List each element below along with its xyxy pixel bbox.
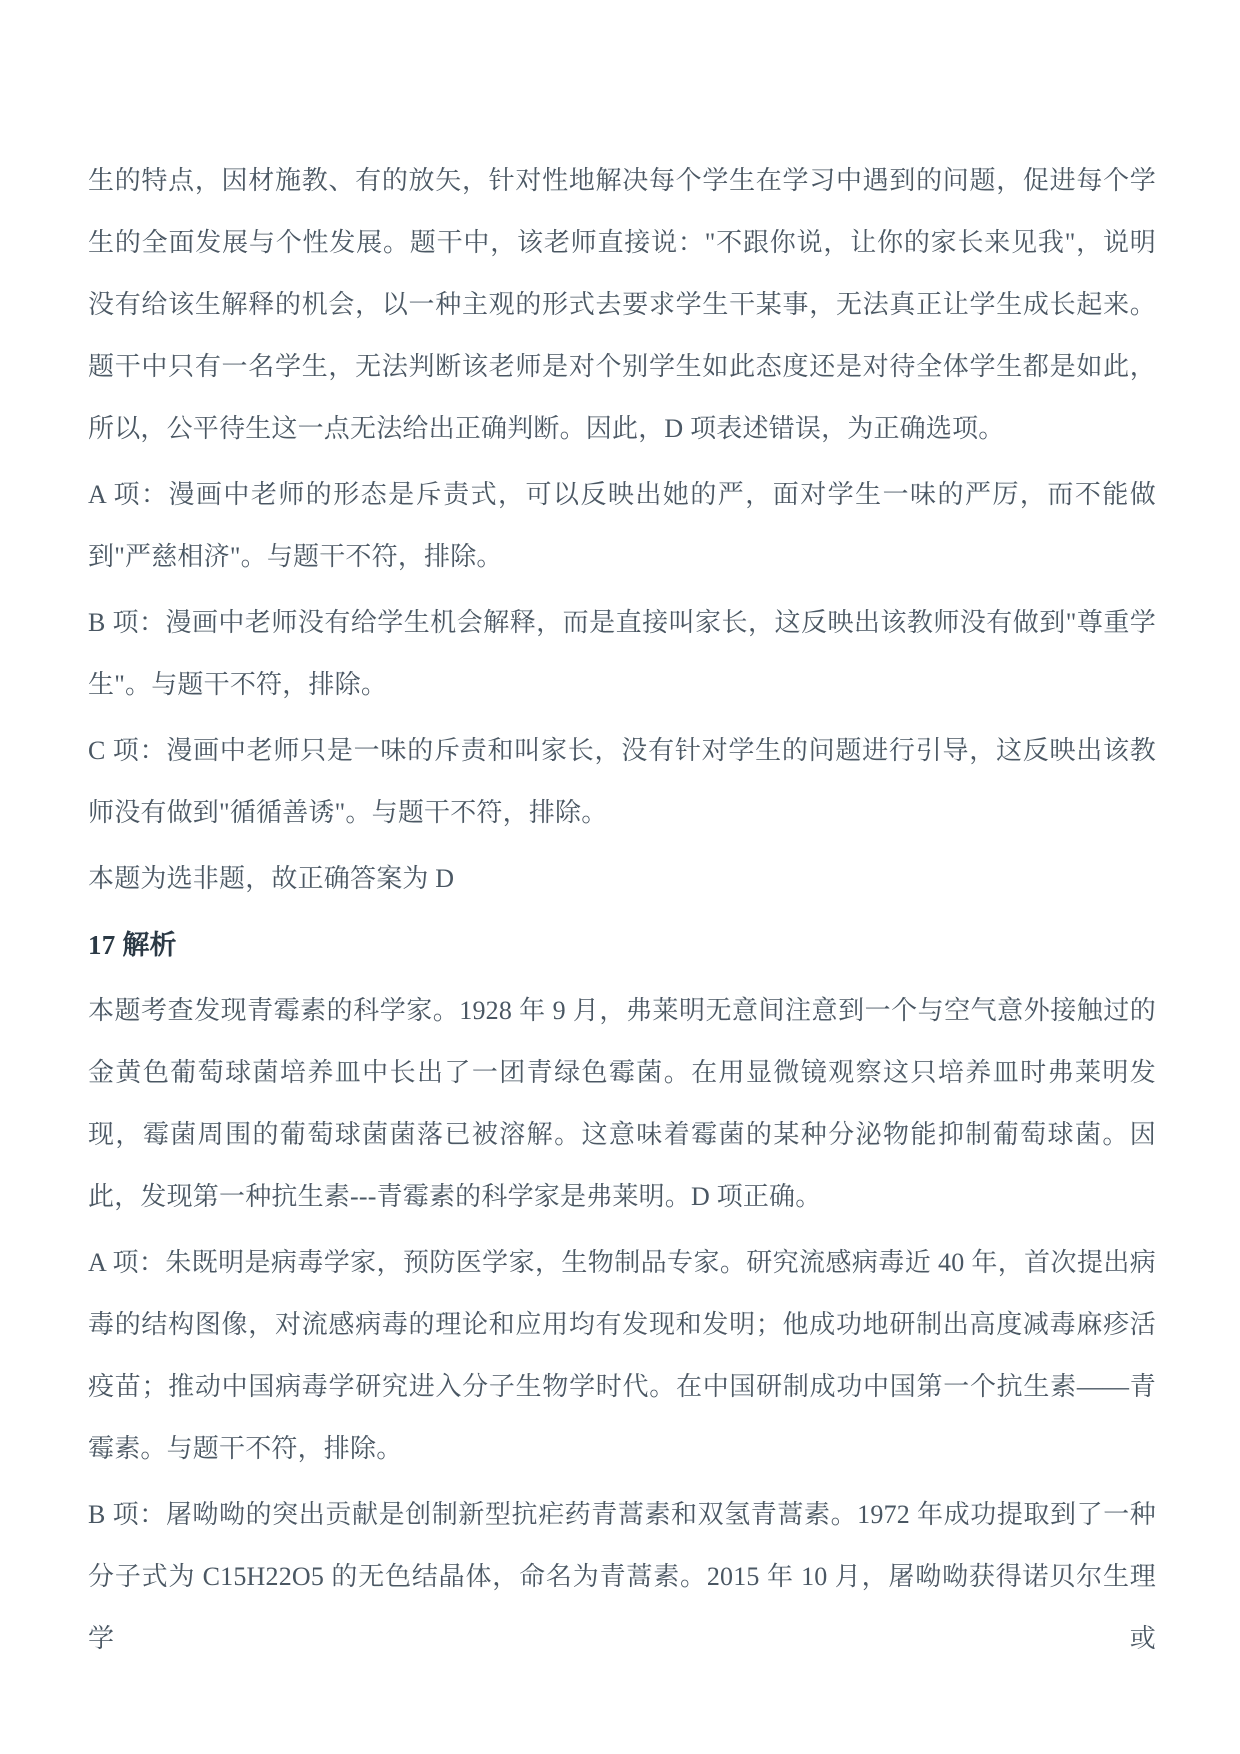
q16-analysis-continued-paragraph: 生的特点，因材施教、有的放矢，针对性地解决每个学生在学习中遇到的问题，促进每个学生的全面发展与个性发展。题干中，该老师直接说："不跟你说，让你的家长来见我"，说明没有给该生解释的机会，以一种主观的形式去要求学生干某事，无法真正让学生成长起来。题干中只有一名学生，无法判断该老师是对个别学生如此态度还是对待全体学生都是如此，所以，公平待生这一点无法给出正确判断。因此，D 项表述错误，为正确选项。 (88, 166, 1156, 443)
q17-analysis-paragraph: 本题考查发现青霉素的科学家。1928 年 9 月，弗莱明无意间注意到一个与空气意外接触过的金黄色葡萄球菌培养皿中长出了一团青绿色霉菌。在用显微镜观察这只培养皿时弗莱明发现，霉菌周围的葡萄球菌菌落已被溶解。这意味着霉菌的某种分泌物能抑制葡萄球菌。因此，发现第一种抗生素---青霉素的科学家是弗莱明。D 项正确。 (88, 996, 1156, 1211)
q17-option-b-analysis: B 项：屠呦呦的突出贡献是创制新型抗疟药青蒿素和双氢青蒿素。1972 年成功提取到了一种分子式为 C15H22O5 的无色结晶体，命名为青蒿素。2015 年 10 月，屠呦呦获得诺贝尔生理学或 (88, 1500, 1156, 1653)
q17-option-a-analysis: A 项：朱既明是病毒学家，预防医学家，生物制品专家。研究流感病毒近 40 年，首次提出病毒的结构图像，对流感病毒的理论和应用均有发现和发明；他成功地研制出高度减毒麻疹活疫苗；推动中国病毒学研究进入分子生物学时代。在中国研制成功中国第一个抗生素——青霉素。与题干不符，排除。 (88, 1248, 1156, 1463)
q16-option-a-analysis: A 项：漫画中老师的形态是斥责式，可以反映出她的严，面对学生一味的严厉，而不能做到"严慈相济"。与题干不符，排除。 (88, 480, 1156, 571)
q16-option-b-analysis: B 项：漫画中老师没有给学生机会解释，而是直接叫家长，这反映出该教师没有做到"尊重学生"。与题干不符，排除。 (88, 608, 1156, 699)
q17-section-heading: 17 解析 (88, 930, 177, 960)
answer-explanation-document (88, 150, 1156, 1674)
q16-conclusion: 本题为选非题，故正确答案为 D (88, 864, 455, 893)
q16-option-c-analysis: C 项：漫画中老师只是一味的斥责和叫家长，没有针对学生的问题进行引导，这反映出该教师没有做到"循循善诱"。与题干不符，排除。 (88, 736, 1156, 827)
